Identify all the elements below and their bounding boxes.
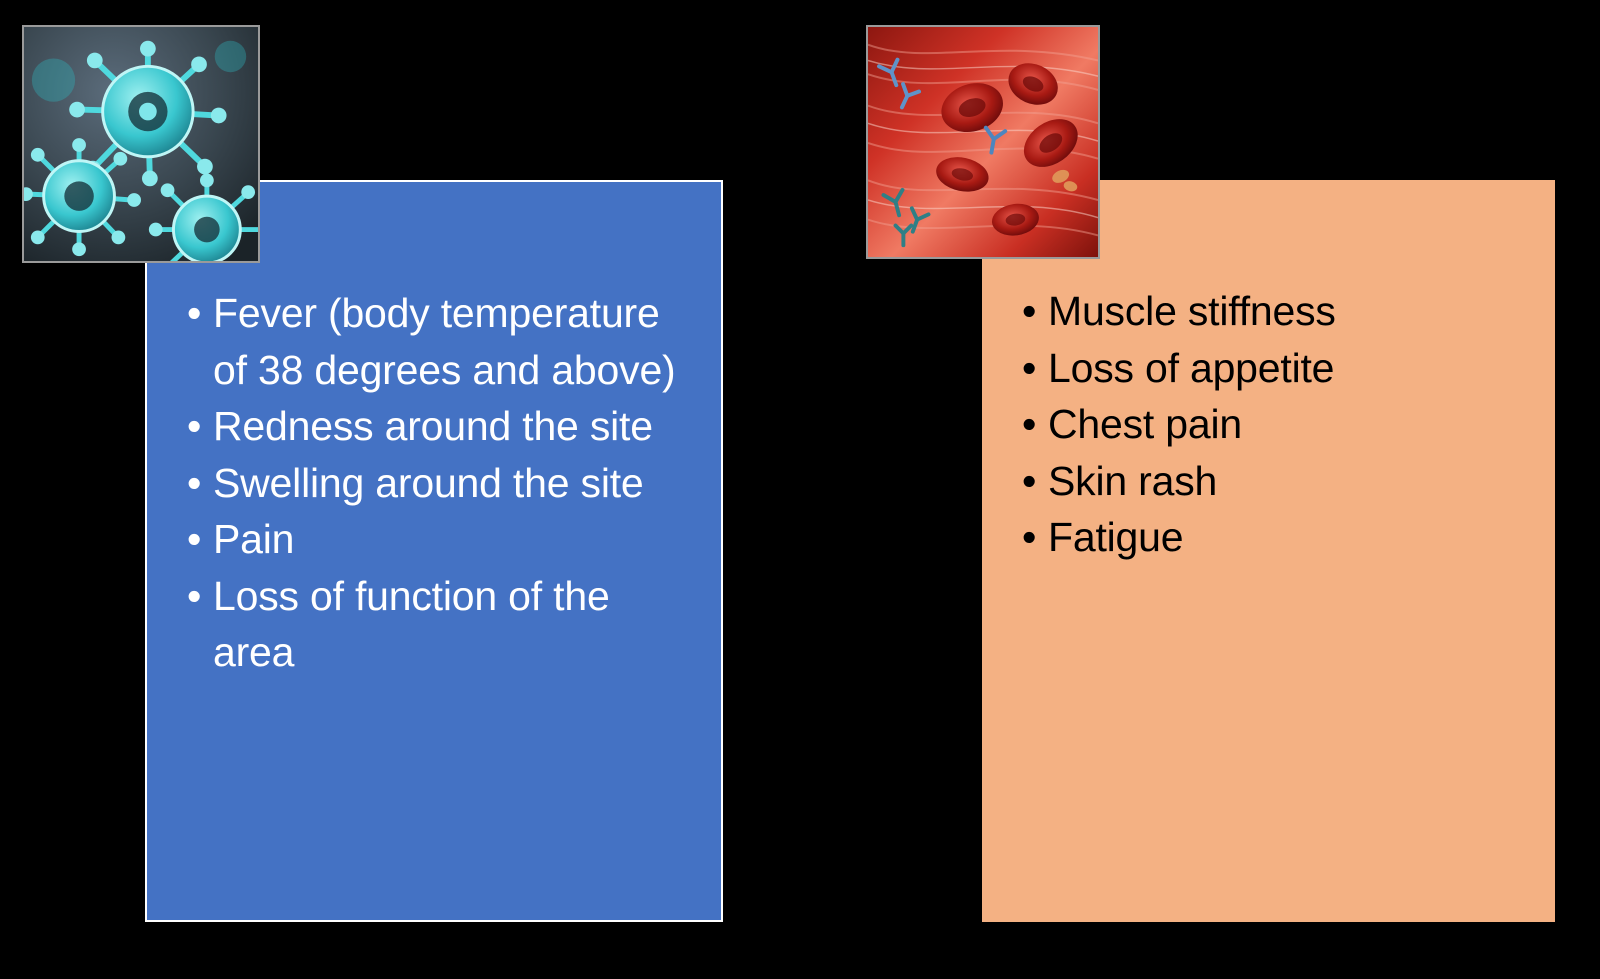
list-item: • Skin rash [1018, 453, 1518, 510]
blood-cells-photo [866, 25, 1100, 259]
virus-illustration-icon [24, 27, 258, 261]
virus-particles-photo [22, 25, 260, 263]
list-item: • Fever (body temperature of 38 degrees and above) [183, 285, 693, 398]
list-item: • Swelling around the site [183, 455, 693, 512]
list-item: • Loss of function of the area [183, 568, 693, 681]
list-item: • Pain [183, 511, 693, 568]
left-symptom-panel [145, 180, 723, 922]
right-symptom-panel [982, 180, 1555, 922]
blood-vessel-illustration-icon [868, 27, 1098, 257]
list-item: • Chest pain [1018, 396, 1518, 453]
left-bullet-list [183, 285, 693, 681]
list-item: • Muscle stiffness [1018, 283, 1518, 340]
list-item: • Fatigue [1018, 509, 1518, 566]
list-item: • Redness around the site [183, 398, 693, 455]
list-item: • Loss of appetite [1018, 340, 1518, 397]
right-bullet-list [1018, 283, 1518, 566]
